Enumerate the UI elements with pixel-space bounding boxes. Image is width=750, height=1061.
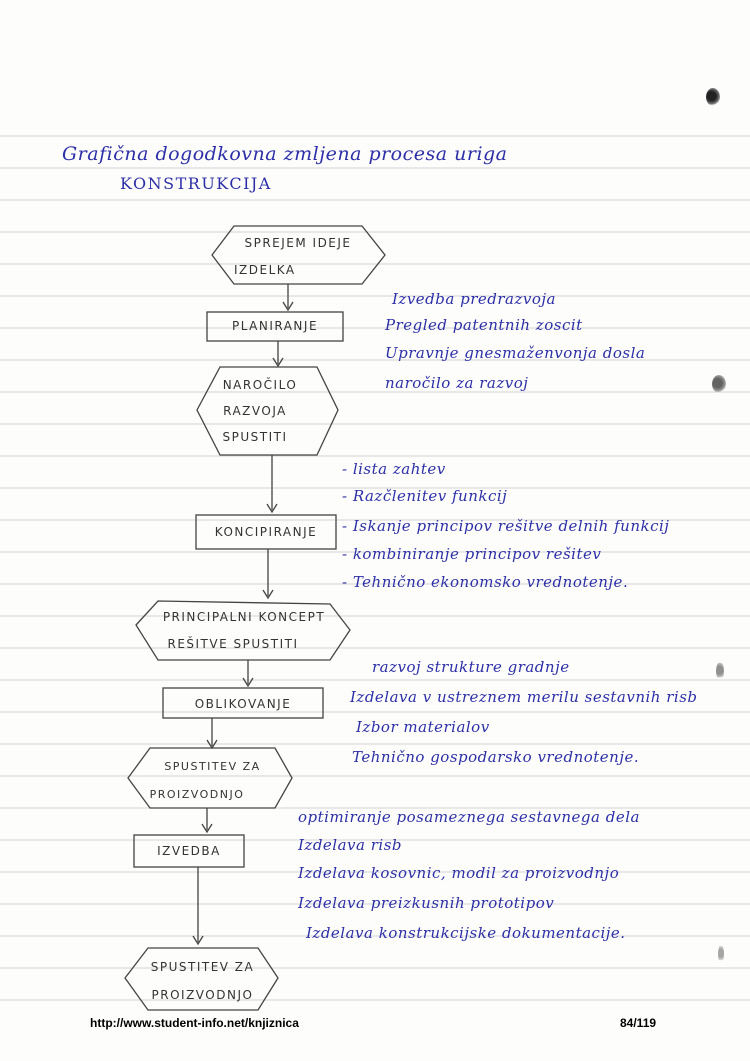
planiranje-label: PLANIRANJE [231,319,319,333]
order-label-line3: SPUSTITI [222,430,288,444]
order-label-line2: RAZVOJA [223,404,287,418]
note-izvedba-4: Izdelava preizkusnih prototipov [298,894,555,912]
note-izvedba-3: Izdelava kosovnic, modil za proizvodnjo [298,864,620,882]
concept-label-line1: PRINCIPALNI KONCEPT [162,610,326,624]
note-izvedba-5: Izdelava konstrukcijske dokumentacije. [306,924,626,942]
note-planiranje-1: Izvedba predrazvoja [392,290,556,308]
end-label-line2: PROIZVODNJO [151,988,254,1002]
note-oblikovanje-3: Izbor materialov [356,718,490,736]
page-subtitle: KONSTRUKCIJA [120,174,272,193]
release-label-line2: PROIZVODNJO [149,788,245,801]
note-koncipiranje-3: - Iskanje principov rešitve delnih funkcij [342,517,670,535]
oblikovanje-label: OBLIKOVANJE [194,697,292,711]
note-planiranje-3: Upravnje gnesmaženvonja dosla [385,344,646,362]
release-label-line1: SPUSTITEV ZA [164,760,261,773]
footer-url[interactable]: http://www.student-info.net/knjiznica [90,1016,299,1030]
end-label-line1: SPUSTITEV ZA [150,960,255,974]
concept-label-line2: REŠITVE SPUSTITI [167,637,299,651]
start-label-line2: IZDELKA [234,263,296,277]
note-oblikovanje-1: razvoj strukture gradnje [372,658,570,676]
note-koncipiranje-5: - Tehnično ekonomsko vrednotenje. [342,573,629,591]
note-koncipiranje-2: - Razčlenitev funkcij [342,487,508,505]
start-label-line1: SPREJEM IDEJE [244,236,352,250]
note-koncipiranje-4: - kombiniranje principov rešitev [342,545,602,563]
order-label-line1: NAROČILO [222,378,298,392]
note-planiranje-4: naročilo za razvoj [385,374,529,392]
page-number: 84/119 [620,1016,657,1030]
izvedba-label: IZVEDBA [157,844,221,858]
note-izvedba-1: optimiranje posameznega sestavnega dela [298,808,640,826]
note-oblikovanje-2: Izdelava v ustreznem merilu sestavnih risb [350,688,698,706]
koncipiranje-label: KONCIPIRANJE [214,525,318,539]
page-title: Grafična dogodkovna zmljena procesa uriga [62,143,508,165]
note-planiranje-2: Pregled patentnih zoscit [385,316,583,334]
note-izvedba-2: Izdelava risb [298,836,402,854]
note-oblikovanje-4: Tehnično gospodarsko vrednotenje. [352,748,640,766]
note-koncipiranje-1: - lista zahtev [342,460,446,478]
